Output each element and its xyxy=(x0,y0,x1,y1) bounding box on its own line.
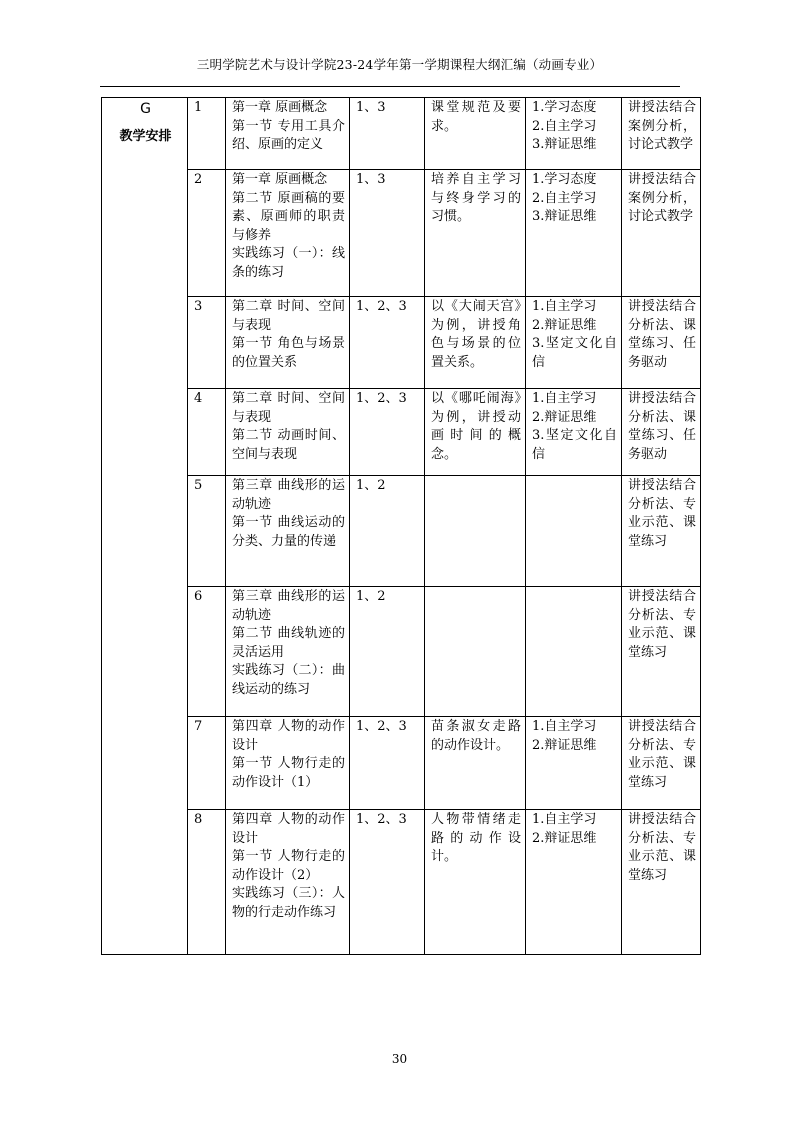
week-number: 6 xyxy=(188,587,226,717)
goal-line: 3.辩证思维 xyxy=(532,137,597,153)
content-line: 第一节 人物行走的动作设计（2） xyxy=(232,849,345,883)
content-line: 第一节 角色与场景的位置关系 xyxy=(232,336,345,370)
week-number: 2 xyxy=(188,170,226,297)
goal-line: 2.自主学习 xyxy=(532,190,597,206)
section-title: 教学安排 xyxy=(119,128,172,144)
table-row xyxy=(102,717,701,810)
ideology-cell xyxy=(425,587,526,717)
method-cell: 讲授法结合分析法、专业示范、课堂练习 xyxy=(622,476,701,587)
goal-line: 1.自主学习 xyxy=(532,812,597,827)
goal-line: 2.辩证思维 xyxy=(532,317,597,333)
week-number: 3 xyxy=(188,297,226,389)
table-row xyxy=(102,170,701,297)
goal-line: 2.自主学习 xyxy=(532,118,597,134)
goal-line: 2.辩证思维 xyxy=(532,737,597,753)
method-cell: 讲授法结合分析法、课堂练习、任务驱动 xyxy=(622,389,701,476)
content-line: 第二节 曲线轨迹的灵活运用 xyxy=(232,626,345,660)
objectives-cell: 1、3 xyxy=(350,170,425,297)
method-cell: 讲授法结合分析法、专业示范、课堂练习 xyxy=(622,810,701,955)
objectives-cell: 1、2、3 xyxy=(350,810,425,955)
teaching-content xyxy=(226,170,350,297)
objectives-cell: 1、2、3 xyxy=(350,297,425,389)
method-cell: 讲授法结合分析法、课堂练习、任务驱动 xyxy=(622,297,701,389)
objectives-cell: 1、2、3 xyxy=(350,389,425,476)
section-cell xyxy=(102,98,188,955)
table-row xyxy=(102,389,701,476)
content-line: 实践练习（二）：曲线运动的练习 xyxy=(232,663,345,697)
page-number: 30 xyxy=(391,1052,408,1066)
goals-cell xyxy=(526,717,622,810)
table-row xyxy=(102,476,701,587)
ideology-cell: 培养自主学习与终身学习的习惯。 xyxy=(425,170,526,297)
objectives-cell: 1、2、3 xyxy=(350,717,425,810)
schedule-table xyxy=(101,97,701,955)
content-line: 第二章 时间、空间与表现 xyxy=(232,299,345,333)
ideology-cell: 以《哪吒闹海》为例，讲授动画时间的概念。 xyxy=(425,389,526,476)
teaching-content xyxy=(226,98,350,170)
content-line: 第二节 动画时间、空间与表现 xyxy=(232,428,345,462)
goal-line: 1.学习态度 xyxy=(532,100,597,115)
goals-cell xyxy=(526,810,622,955)
content-line: 第一节 人物行走的动作设计（1） xyxy=(232,756,345,790)
content-line: 实践练习（三）：人物的行走动作练习 xyxy=(232,886,345,920)
section-letter: G xyxy=(140,101,151,117)
ideology-cell: 以《大闹天宫》为例，讲授角色与场景的位置关系。 xyxy=(425,297,526,389)
goal-line: 3.坚定文化自信 xyxy=(532,336,617,370)
teaching-content xyxy=(226,810,350,955)
content-line: 第一节 专用工具介绍、原画的定义 xyxy=(232,118,345,153)
goals-cell xyxy=(526,476,622,587)
teaching-content xyxy=(226,717,350,810)
goal-line: 3.坚定文化自信 xyxy=(532,428,617,462)
week-number: 8 xyxy=(188,810,226,955)
table-row xyxy=(102,810,701,955)
table-row xyxy=(102,587,701,717)
goal-line: 2.辩证思维 xyxy=(532,830,597,846)
goal-line: 1.自主学习 xyxy=(532,719,597,734)
content-line: 第一节 曲线运动的分类、力量的传递 xyxy=(232,515,345,549)
content-line: 第二节 原画稿的要素、原画师的职责与修养 xyxy=(232,190,345,243)
goals-cell xyxy=(526,297,622,389)
content-line: 第二章 时间、空间与表现 xyxy=(232,391,345,425)
teaching-content xyxy=(226,297,350,389)
content-line: 第三章 曲线形的运动轨迹 xyxy=(232,589,345,623)
content-line: 第一章 原画概念 xyxy=(232,100,328,115)
goals-cell xyxy=(526,98,622,170)
table-row xyxy=(102,297,701,389)
method-cell: 讲授法结合案例分析，讨论式教学 xyxy=(622,98,701,170)
ideology-cell xyxy=(425,476,526,587)
goals-cell xyxy=(526,587,622,717)
goals-cell xyxy=(526,389,622,476)
week-number: 5 xyxy=(188,476,226,587)
objectives-cell: 1、3 xyxy=(350,98,425,170)
ideology-cell: 课堂规范及要求。 xyxy=(425,98,526,170)
ideology-cell: 人物带情绪走路的动作设计。 xyxy=(425,810,526,955)
header-rule xyxy=(100,86,680,87)
ideology-cell: 苗条淑女走路的动作设计。 xyxy=(425,717,526,810)
method-cell: 讲授法结合分析法、专业示范、课堂练习 xyxy=(622,717,701,810)
goal-line: 1.自主学习 xyxy=(532,391,597,406)
goal-line: 2.辩证思维 xyxy=(532,409,597,425)
goal-line: 1.自主学习 xyxy=(532,299,597,314)
week-number: 1 xyxy=(188,98,226,170)
content-line: 第一章 原画概念 xyxy=(232,172,328,187)
teaching-content xyxy=(226,389,350,476)
content-line: 实践练习（一）：线条的练习 xyxy=(232,246,345,280)
content-line: 第四章 人物的动作设计 xyxy=(232,812,345,846)
table-row xyxy=(102,98,701,170)
goals-cell xyxy=(526,170,622,297)
method-cell: 讲授法结合案例分析，讨论式教学 xyxy=(622,170,701,297)
content-line: 第四章 人物的动作设计 xyxy=(232,719,345,753)
goal-line: 1.学习态度 xyxy=(532,172,597,187)
week-number: 7 xyxy=(188,717,226,810)
content-line: 第三章 曲线形的运动轨迹 xyxy=(232,478,345,512)
teaching-content xyxy=(226,476,350,587)
page-header: 三明学院艺术与设计学院23-24学年第一学期课程大纲汇编（动画专业） xyxy=(196,57,603,72)
goal-line: 3.辩证思维 xyxy=(532,209,597,225)
objectives-cell: 1、2 xyxy=(350,587,425,717)
method-cell: 讲授法结合分析法、专业示范、课堂练习 xyxy=(622,587,701,717)
teaching-content xyxy=(226,587,350,717)
week-number: 4 xyxy=(188,389,226,476)
objectives-cell: 1、2 xyxy=(350,476,425,587)
